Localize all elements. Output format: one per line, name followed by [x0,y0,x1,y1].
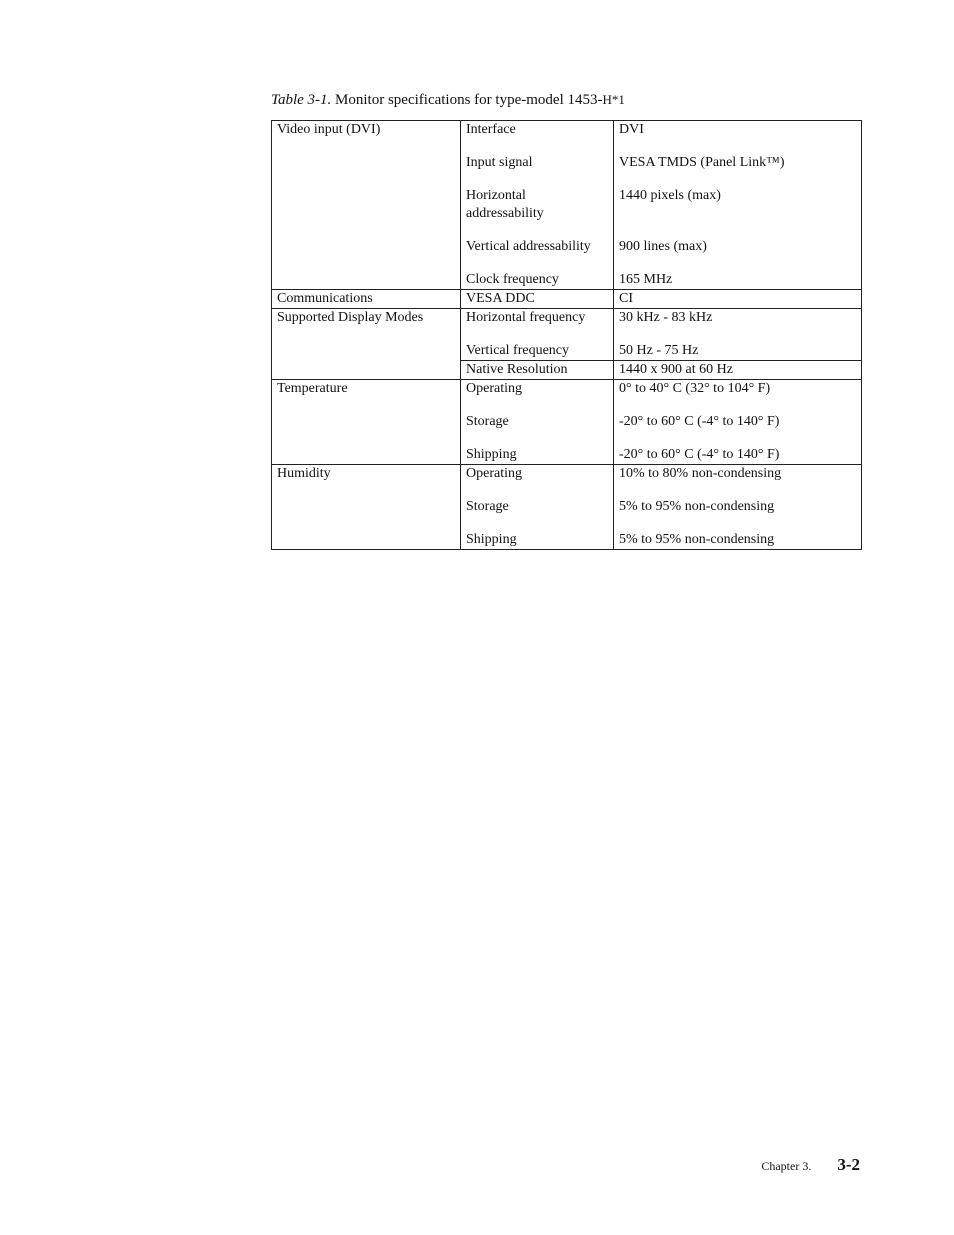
spec-value: -20° to 60° C (-4° to 140° F) [619,447,780,462]
spec-name: Storage [466,499,509,514]
spec-value: 10% to 80% non-condensing [619,466,782,481]
spec-name: Clock frequency [466,272,559,287]
spec-value: 900 lines (max) [619,239,707,254]
spec-value: 30 kHz - 83 kHz [619,310,713,325]
humidity-values [614,465,862,550]
spec-value: 5% to 95% non-condensing [619,532,775,547]
row-label-temperature: Temperature [272,380,461,465]
table-row [272,121,862,290]
row-label-display-modes: Supported Display Modes [272,309,461,380]
chapter-label: Chapter 3. [761,1159,812,1173]
spec-name: Storage [466,414,509,429]
humidity-names [461,465,614,550]
spec-value: 165 MHz [619,272,673,287]
spec-value: 50 Hz - 75 Hz [619,343,699,358]
spec-name: Interface [466,122,516,137]
spec-name: Vertical addressability [466,239,591,254]
spec-value: VESA TMDS (Panel Link™) [619,155,785,170]
spec-name: Shipping [466,532,517,547]
display-names [461,309,614,361]
spec-value-blank [619,205,856,223]
video-values [614,121,862,290]
spec-name: Horizontal frequency [466,310,586,325]
row-label-humidity: Humidity [272,465,461,550]
table-row [272,290,862,309]
spec-value: CI [614,290,862,309]
spec-value: 1440 pixels (max) [619,188,721,203]
spec-name: Operating [466,466,522,481]
spec-value: 1440 x 900 at 60 Hz [614,361,862,380]
spec-name: Native Resolution [461,361,614,380]
spec-table [271,120,862,550]
spec-name: Input signal [466,155,533,170]
display-values [614,309,862,361]
caption-label: Table 3-1. [271,92,332,108]
spec-name: Operating [466,381,522,396]
video-names [461,121,614,290]
spec-value: -20° to 60° C (-4° to 140° F) [619,414,780,429]
caption-suffix: H*1 [602,92,625,107]
page-number: 3-2 [837,1155,860,1174]
spec-name: Vertical frequency [466,343,569,358]
spec-value: 0° to 40° C (32° to 104° F) [619,381,771,396]
spec-name: VESA DDC [461,290,614,309]
temperature-values [614,380,862,465]
row-label-video: Video input (DVI) [272,121,461,290]
spec-name: Horizontal [466,188,526,203]
table-caption [271,90,625,110]
table-row [272,309,862,361]
table-row [272,465,862,550]
page-footer [761,1155,860,1175]
row-label-communications: Communications [272,290,461,309]
spec-value: 5% to 95% non-condensing [619,499,775,514]
spec-name: Shipping [466,447,517,462]
caption-text: Monitor specifications for type-model 1453- [331,92,603,108]
spec-name: addressability [466,206,544,221]
temperature-names [461,380,614,465]
table-row [272,380,862,465]
spec-value: DVI [619,122,644,137]
